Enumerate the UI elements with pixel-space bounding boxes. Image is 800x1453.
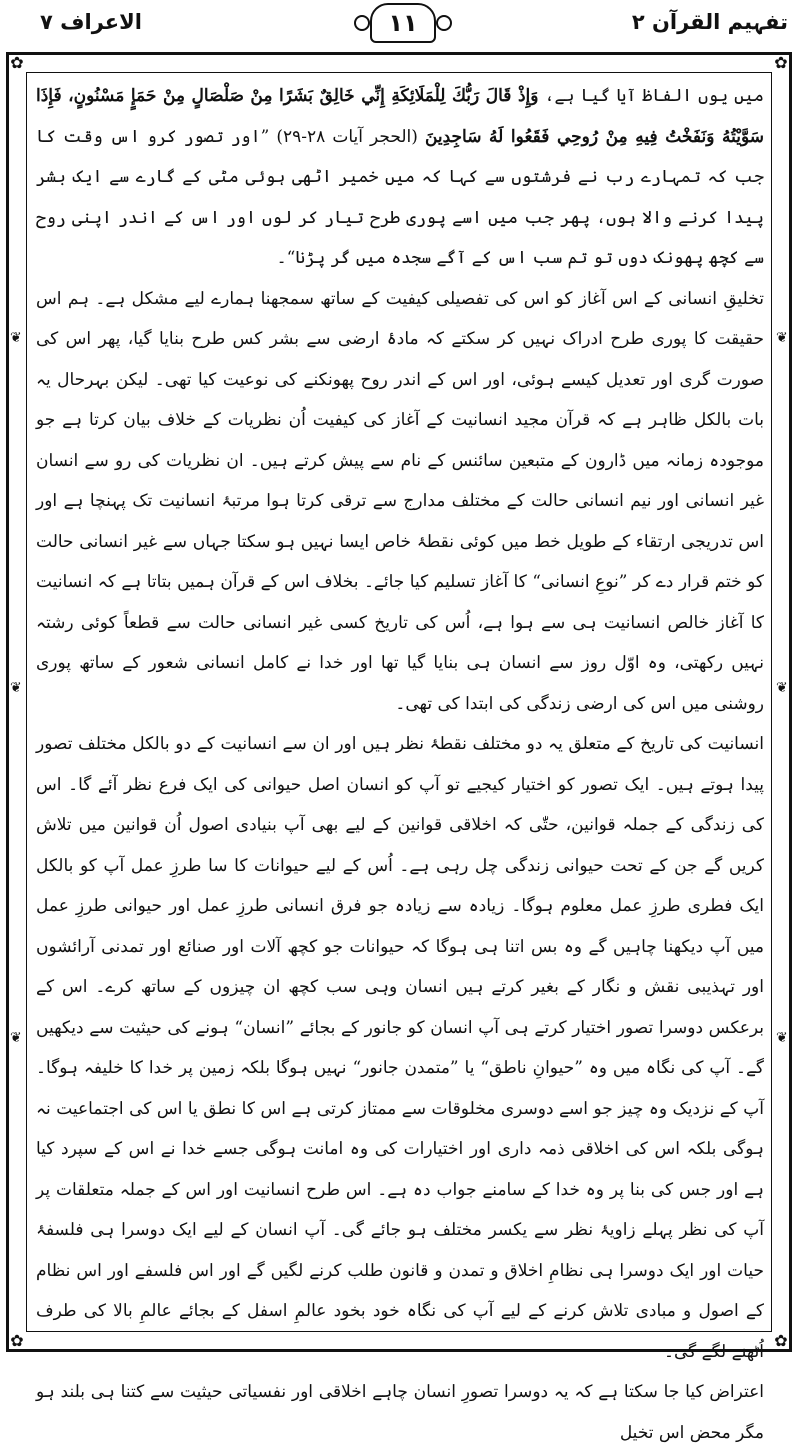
paragraph-4 [36,1372,764,1453]
border-ornament-icon: ❦ [10,330,22,346]
book-title: تفہیم القرآن ۲ [631,10,788,34]
corner-ornament-icon: ✿ [774,1331,788,1350]
border-ornament-icon: ❦ [776,330,788,346]
surah-name: الاعراف ۷ [40,10,142,34]
corner-ornament-icon: ✿ [10,1331,24,1350]
border-ornament-icon: ❦ [10,680,22,696]
quranic-verse: وَإِذْ قَالَ رَبُّكَ لِلْمَلَائِكَةِ إِنِّي خَالِقٌ بَشَرًا مِنْ صَلْصَالٍ مِنْ حَمَإٍ مَسْنُونٍ، فَإِذَا سَوَّيْتُهُ وَنَفَخْتُ فِيهِ مِنْ رُوحِي فَقَعُوا لَهُ سَاجِدِينَ [36,86,764,147]
border-ornament-icon: ❦ [776,680,788,696]
paragraph-2 [36,279,764,725]
paragraph-lead: میں یوں الفاظ آیا گیا ہے، [538,86,764,106]
border-ornament-icon: ❦ [776,1030,788,1046]
paragraph-text: تخلیقِ انسانی کے اس آغاز کو اس کی تفصیلی کیفیت کے ساتھ سمجھنا ہمارے لیے مشکل ہے۔ ہم اس حقیقت کا پوری طرح ادراک نہیں کر سکتے کہ مادۂ ارضی سے بشر کس طرح بنایا گیا، پھر اس کی صورت گری اور تعدیل کیسے ہوئی، اور اس کے اندر روح پھونکنے کی نوعیت کیا تھی۔ لیکن بہرحال یہ بات بالکل ظاہر ہے کہ قرآن مجید انسانیت کے آغاز کی کیفیت اُن نظریات کے خلاف بیان کرتا ہے جو موجودہ زمانہ میں ڈارون کے متبعین سائنس کے نام سے پیش کرتے ہیں۔ ان نظریات کی رو سے انسان غیر انسانی اور نیم انسانی حالت کے مختلف مدارج سے ترقی کرتا ہوا مرتبۂ انسانیت تک پہنچا ہے اور اس تدریجی ارتقاء کے طویل خط میں کوئی نقطۂ خاص ایسا نہیں ہو سکتا جہاں سے غیر انسانی حالت کو ختم قرار دے کر ”نوعِ انسانی“ کا آغاز تسلیم کیا جائے۔ بخلاف اس کے قرآن ہمیں بتاتا ہے کہ انسانیت کا آغاز خالص انسانیت ہی سے ہوا ہے، اُس کی تاریخ کسی غیر انسانی حالت سے قطعاً کوئی رشتہ نہیں رکھتی، وہ اوّل روز سے انسان ہی بنایا گیا تھا اور خدا نے کامل انسانی شعور کے ساتھ پوری روشنی میں اس کی ارضی زندگی کی ابتدا کی تھی۔ [36,288,764,714]
border-ornament-icon: ❦ [10,1030,22,1046]
corner-ornament-icon: ✿ [10,53,24,72]
page-number: ۱۱ [370,3,436,43]
page-header [0,0,800,46]
paragraph-text: (الحجر آیات ۲۸-۲۹) ”اور تصور کرو اس وقت کا جب کہ تمہارے رب نے فرشتوں سے کہا کہ میں خمیر اٹھی ہوئی مٹی کے گارے سے ایک بشر پیدا کرنے والا ہوں، پھر جب میں اسے پوری طرح تیار کر لوں اور اس کے اندر اپنی روح سے کچھ پھونک دوں تو تم سب اس کے آگے سجدہ میں گر پڑنا“۔ [36,126,764,268]
corner-ornament-icon: ✿ [774,53,788,72]
paragraph-text: اعتراض کیا جا سکتا ہے کہ یہ دوسرا تصورِ انسان چاہے اخلاقی اور نفسیاتی حیثیت سے کتنا ہی بلند ہو مگر محض اس تخیل [36,1382,764,1443]
paragraph-text: انسانیت کی تاریخ کے متعلق یہ دو مختلف نقطۂ نظر ہیں اور ان سے انسانیت کے دو بالکل مختلف تصور پیدا ہوتے ہیں۔ ایک تصور کو اختیار کیجیے تو آپ کو انسان اصل حیوانی کی ایک فرع نظر آئے گا۔ اس کی زندگی کے جملہ قوانین، حتّٰی کہ اخلاقی قوانین کے لیے بھی آپ بنیادی اصول اُن قوانین میں تلاش کریں گے جن کے تحت حیوانی زندگی چل رہی ہے۔ اُس کے لیے حیوانات کا سا طرزِ عمل آپ کو بالکل ایک فطری طرزِ عمل معلوم ہوگا۔ زیادہ سے زیادہ جو فرق انسانی طرزِ عمل اور حیوانی طرزِ عمل میں آپ دیکھنا چاہیں گے وہ بس اتنا ہی ہوگا کہ حیوانات جو کچھ آلات اور صنائع اور تمدنی آرائشوں اور تہذیبی نقش و نگار کے بغیر کرتے ہیں انسان وہی سب کچھ ان چیزوں کے ساتھ کرے۔ اس کے برعکس دوسرا تصور اختیار کرتے ہی آپ انسان کو جانور کے بجائے ”انسان“ ہونے کی حیثیت سے دیکھیں گے۔ آپ کی نگاہ میں وہ ”حیوانِ ناطق“ یا ”متمدن جانور“ نہیں ہوگا بلکہ زمین پر خدا کا خلیفہ ہوگا۔ آپ کے نزدیک وہ چیز جو اسے دوسری مخلوقات سے ممتاز کرتی ہے اس کا نطق یا اس کی اجتماعیت نہ ہوگی بلکہ اس کی اخلاقی ذمہ داری اور اختیارات کی وہ امانت ہوگی جسے خدا نے اس کے سپرد کیا ہے اور جس کی بنا پر وہ خدا کے سامنے جواب دہ ہے۔ اس طرح انسانیت اور اس کے جملہ متعلقات پر آپ کی نظر پہلے زاویۂ نظر سے یکسر مختلف ہو جائے گی۔ آپ انسان کے لیے ایک دوسرا ہی فلسفۂ حیات اور ایک دوسرا ہی نظامِ اخلاق و تمدن و قانون طلب کرنے لگیں گے اور اس فلسفے اور اس نظام کے اصول و مبادی تلاش کرنے کے لیے آپ کی نگاہ خود بخود عالمِ اسفل کے بجائے عالمِ بالا کی طرف اُٹھنے لگے گی۔ [36,734,764,1362]
paragraph-1 [36,76,764,279]
paragraph-3 [36,724,764,1372]
page-body [36,76,764,1443]
